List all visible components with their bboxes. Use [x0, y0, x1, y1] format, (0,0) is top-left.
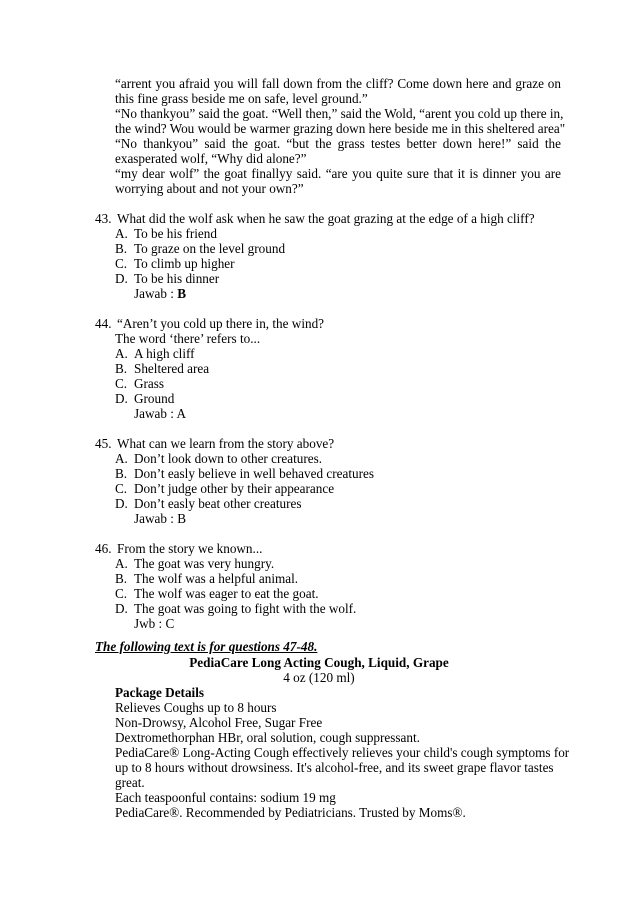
- option-letter: D.: [115, 601, 128, 616]
- option-letter: B.: [115, 361, 128, 376]
- product-title: PediaCare Long Acting Cough, Liquid, Grape: [189, 655, 449, 670]
- question-stem: “Aren’t you cold up there in, the wind?: [117, 316, 325, 331]
- product-detail-line: PediaCare® Long-Acting Cough effectively relieves your child's cough symptoms for: [115, 745, 570, 760]
- option-text: A high cliff: [134, 346, 195, 361]
- option-letter: A.: [115, 451, 128, 466]
- package-details-heading: Package Details: [115, 685, 204, 700]
- story-line: “arrent you afraid you will fall down from the cliff? Come down here and graze on: [115, 76, 561, 91]
- product-detail-line: PediaCare®. Recommended by Pediatricians. Trusted by Moms®.: [115, 805, 466, 820]
- option-letter: A.: [115, 556, 128, 571]
- option-text: The goat was very hungry.: [134, 556, 275, 571]
- option-text: To be his friend: [134, 226, 217, 241]
- option-text: To be his dinner: [134, 271, 220, 286]
- story-line: the wind? Wou would be warmer grazing down here beside me in this sheltered area": [115, 121, 566, 136]
- option-letter: C.: [115, 481, 128, 496]
- answer-value: A: [176, 406, 187, 421]
- answer-value: B: [177, 511, 187, 526]
- option-letter: D.: [115, 496, 128, 511]
- option-text: Grass: [134, 376, 165, 391]
- product-size: 4 oz (120 ml): [283, 670, 355, 685]
- product-detail-line: Dextromethorphan HBr, oral solution, cough suppressant.: [115, 730, 420, 745]
- option-letter: B.: [115, 571, 128, 586]
- product-detail-line: Each teaspoonful contains: sodium 19 mg: [115, 790, 336, 805]
- option-text: Don’t easly believe in well behaved creatures: [134, 466, 374, 481]
- answer-value: C: [165, 616, 175, 631]
- option-letter: C.: [115, 586, 128, 601]
- story-line: worrying about and not your own?”: [115, 181, 304, 196]
- answer-prefix: Jawab :: [134, 406, 177, 421]
- question-stem: From the story we known...: [117, 541, 263, 556]
- option-letter: D.: [115, 391, 128, 406]
- question-number: 46.: [95, 541, 112, 556]
- question-stem: What did the wolf ask when he saw the goat grazing at the edge of a high cliff?: [117, 211, 535, 226]
- option-text: The goat was going to fight with the wolf.: [134, 601, 357, 616]
- answer-line: [134, 511, 186, 526]
- story-line: “No thankyou” said the goat. “but the grass testes better down here!” said the: [115, 136, 561, 151]
- answer-value: B: [177, 286, 187, 301]
- story-line: “my dear wolf” the goat finallyy said. “are you quite sure that it is dinner you are: [115, 166, 561, 181]
- question-stem: What can we learn from the story above?: [117, 436, 335, 451]
- story-line: this fine grass beside me on safe, level ground.”: [115, 91, 368, 106]
- option-letter: B.: [115, 466, 128, 481]
- option-letter: C.: [115, 376, 128, 391]
- option-letter: A.: [115, 226, 128, 241]
- product-detail-line: great.: [115, 775, 145, 790]
- option-text: Ground: [134, 391, 175, 406]
- option-letter: C.: [115, 256, 128, 271]
- answer-prefix: Jawab :: [134, 286, 178, 301]
- story-line: “No thankyou” said the goat. “Well then,” said the Wold, “arent you cold up there in,: [115, 106, 564, 121]
- option-text: The wolf was a helpful animal.: [134, 571, 299, 586]
- question-number: 44.: [95, 316, 112, 331]
- section-heading: The following text is for questions 47-48.: [95, 639, 318, 654]
- answer-prefix: Jwb :: [134, 616, 166, 631]
- option-letter: A.: [115, 346, 128, 361]
- option-text: Sheltered area: [134, 361, 210, 376]
- option-text: The wolf was eager to eat the goat.: [134, 586, 319, 601]
- question-number: 43.: [95, 211, 112, 226]
- question-stem-line2: The word ‘there’ refers to...: [115, 331, 261, 346]
- option-text: Don’t look down to other creatures.: [134, 451, 322, 466]
- answer-line: [134, 406, 186, 421]
- option-text: Don’t easly beat other creatures: [134, 496, 302, 511]
- option-text: To graze on the level ground: [134, 241, 286, 256]
- option-text: Don’t judge other by their appearance: [134, 481, 335, 496]
- product-detail-line: Relieves Coughs up to 8 hours: [115, 700, 277, 715]
- question-number: 45.: [95, 436, 112, 451]
- option-letter: D.: [115, 271, 128, 286]
- answer-line: [134, 616, 174, 631]
- option-text: To climb up higher: [134, 256, 235, 271]
- answer-prefix: Jawab :: [134, 511, 178, 526]
- option-letter: B.: [115, 241, 128, 256]
- product-detail-line: up to 8 hours without drowsiness. It's alcohol-free, and its sweet grape flavor tastes: [115, 760, 554, 775]
- answer-line: [134, 286, 186, 301]
- story-line: exasperated wolf, “Why did alone?”: [115, 151, 307, 166]
- product-detail-line: Non-Drowsy, Alcohol Free, Sugar Free: [115, 715, 323, 730]
